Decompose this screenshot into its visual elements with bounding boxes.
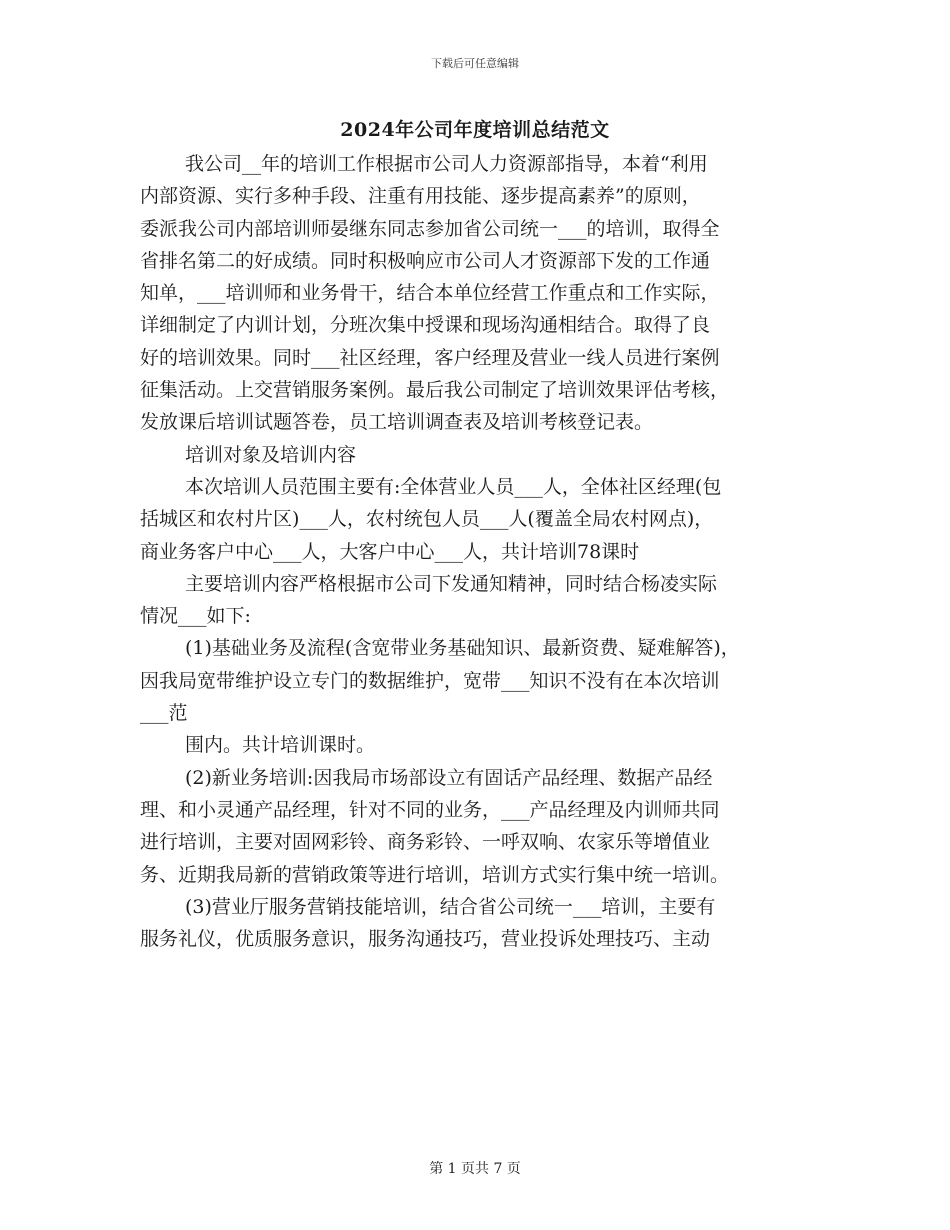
body-line: 详细制定了内训计划，分班次集中授课和现场沟通相结合。取得了良 bbox=[140, 314, 711, 337]
body-line: 省排名第二的好成绩。同时积极响应市公司人才资源部下发的工作通 bbox=[140, 249, 711, 272]
body-line: 委派我公司内部培训师晏继东同志参加省公司统一___的培训，取得全 bbox=[140, 217, 720, 240]
section-heading: 培训对象及培训内容 bbox=[185, 443, 357, 466]
page-number: 第 1 页共 7 页 bbox=[429, 1161, 521, 1177]
body-line: 括城区和农村片区)___人，农村统包人员___人(覆盖全局农村网点)， bbox=[140, 508, 714, 531]
body-line: 征集活动。上交营销服务案例。最后我公司制定了培训效果评估考核， bbox=[140, 379, 730, 402]
body-line: 情况___如下: bbox=[140, 605, 251, 628]
body-line: (3)营业厅服务营销技能培训，结合省公司统一___培训，主要有 bbox=[185, 895, 716, 918]
body-line: 我公司__年的培训工作根据市公司人力资源部指导，本着“利用 bbox=[185, 153, 708, 175]
document-body bbox=[140, 148, 820, 955]
body-line: 理、和小灵通产品经理，针对不同的业务，___产品经理及内训师共同 bbox=[140, 798, 720, 821]
document-title: 2024年公司年度培训总结范文 bbox=[340, 119, 610, 141]
body-line: 本次培训人员范围主要有:全体营业人员___人，全体社区经理(包 bbox=[185, 475, 722, 498]
body-line: 内部资源、实行多种手段、注重有用技能、逐步提高素养”的原则， bbox=[140, 185, 701, 208]
page-header-note: 下载后可任意编辑 bbox=[431, 57, 519, 70]
body-line: 因我局宽带维护设立专门的数据维护，宽带___知识不没有在本次培训 bbox=[140, 669, 720, 692]
body-line: ___范 bbox=[140, 702, 188, 725]
body-line: 知单，___培训师和业务骨干，结合本单位经营工作重点和工作实际， bbox=[140, 282, 720, 305]
body-line: 发放课后培训试题答卷，员工培训调查表及培训考核登记表。 bbox=[140, 411, 654, 434]
body-line: (1)基础业务及流程(含宽带业务基础知识、最新资费、疑难解答)， bbox=[185, 637, 740, 660]
body-line: 围内。共计培训课时。 bbox=[185, 734, 376, 757]
body-line: 服务礼仪，优质服务意识，服务沟通技巧，营业投诉处理技巧、主动 bbox=[140, 928, 711, 951]
body-line: 进行培训，主要对固网彩铃、商务彩铃、一呼双响、农家乐等增值业 bbox=[140, 831, 711, 854]
body-line: 好的培训效果。同时___社区经理，客户经理及营业一线人员进行案例 bbox=[140, 346, 720, 369]
body-line: 主要培训内容严格根据市公司下发通知精神，同时结合杨凌实际 bbox=[185, 572, 718, 595]
body-line: 务、近期我局新的营销政策等进行培训，培训方式实行集中统一培训。 bbox=[140, 863, 730, 886]
body-line: 商业务客户中心___人，大客户中心___人，共计培训78课时 bbox=[140, 540, 640, 563]
body-line: (2)新业务培训:因我局市场部设立有固话产品经理、数据产品经 bbox=[185, 766, 713, 789]
